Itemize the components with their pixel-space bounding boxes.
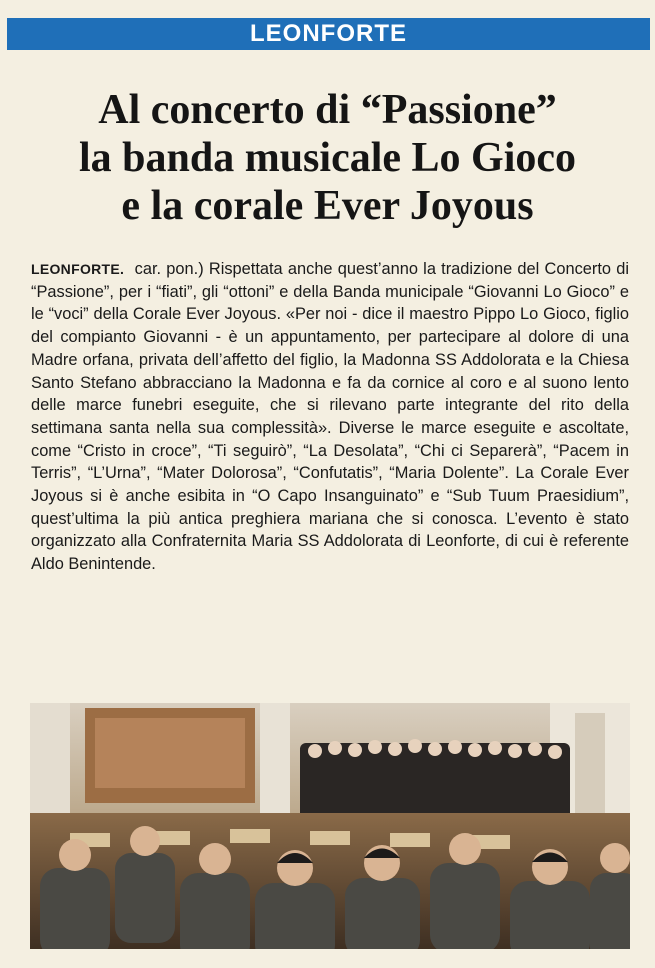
- article-body: [31, 258, 629, 576]
- headline-line-1: Al concerto di “Passione”: [98, 87, 557, 133]
- headline-line-3: e la corale Ever Joyous: [121, 183, 534, 229]
- section-header: [7, 18, 650, 50]
- article-dateline: LEONFORTE.: [31, 261, 125, 277]
- section-label: LEONFORTE: [250, 20, 407, 47]
- article-text: car. pon.) Rispettata anche quest’anno la tradizione del Concerto di “Passione”, per i “fiati”, gli “ottoni” e della Banda municipale “Giovanni Lo Gioco” e le “voci” della Corale Ever Joyous. «Per noi - dice il maestro Pippo Lo Gioco, figlio del compianto Giovanni - è un appuntamento, per partecipare al dolore di una Madre orfana, privata dell’affetto del figlio, la Madonna SS Addolorata e la Chiesa Santo Stefano abbracciano la Madonna e fa da cornice al coro e al suono lento delle marce funebri eseguite, che si rilevano parte integrante del rito della settimana santa nella sua complessità». Diverse le marce eseguite e ascoltate, come “Cristo in croce”, “Ti seguirò”, “La Desolata”, “Chi ci Separerà”, “Pacem in Terris”, “L’Urna”, “Mater Dolorosa”, “Confutatis”, “Maria Dolente”. La Corale Ever Joyous si è anche esibita in “O Capo Insanguinato” e “Sub Tuum Praesidium”, quest’ultima la più antica preghiera mariana che si conosca. L’evento è stato organizzato alla Confraternita Maria SS Addolorata di Leonforte, di cui è referente Aldo Benintende.: [31, 260, 629, 574]
- concert-photo: [30, 703, 630, 949]
- headline: [10, 86, 645, 230]
- headline-line-2: la banda musicale Lo Gioco: [78, 135, 577, 181]
